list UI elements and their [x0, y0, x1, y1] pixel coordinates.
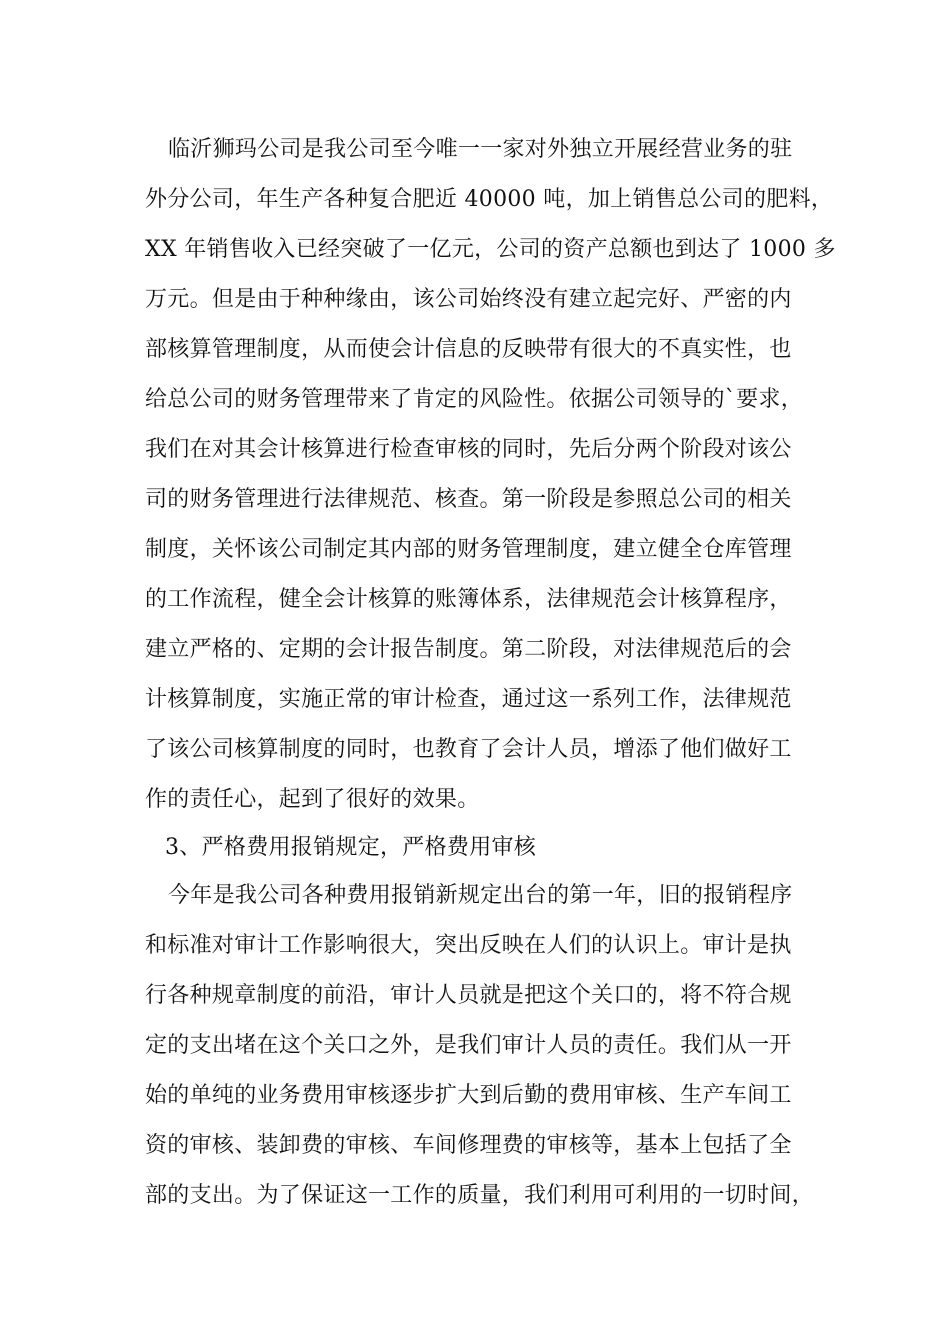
text-line: 临沂狮玛公司是我公司至今唯一一家对外独立开展经营业务的驻: [168, 137, 793, 162]
text-line: 部的支出。为了保证这一工作的质量，我们利用可利用的一切时间，: [145, 1183, 815, 1208]
text-line: 了该公司核算制度的同时，也教育了会计人员，增添了他们做好工: [145, 737, 792, 762]
text-line: XX 年销售收入已经突破了一亿元，公司的资产总额也到达了 1000 多: [145, 237, 836, 262]
text-line: 始的单纯的业务费用审核逐步扩大到后勤的费用审核、生产车间工: [145, 1083, 792, 1108]
section-heading: 3、严格费用报销规定，严格费用审核: [165, 835, 537, 860]
text-line: 制度，关怀该公司制定其内部的财务管理制度，建立健全仓库管理: [145, 537, 792, 562]
text-line: 的工作流程，健全会计核算的账簿体系，法律规范会计核算程序，: [145, 587, 792, 612]
text-line: 资的审核、装卸费的审核、车间修理费的审核等，基本上包括了全: [145, 1133, 792, 1158]
text-line: 万元。但是由于种种缘由，该公司始终没有建立起完好、严密的内: [145, 287, 792, 312]
text-line: 计核算制度，实施正常的审计检查，通过这一系列工作，法律规范: [145, 687, 792, 712]
text-line: 部核算管理制度，从而使会计信息的反映带有很大的不真实性，也: [145, 337, 792, 362]
text-line: 定的支出堵在这个关口之外，是我们审计人员的责任。我们从一开: [145, 1033, 792, 1058]
text-line: 外分公司，年生产各种复合肥近 40000 吨，加上销售总公司的肥料，: [145, 187, 834, 212]
text-line: 司的财务管理进行法律规范、核查。第一阶段是参照总公司的相关: [145, 487, 792, 512]
text-line: 给总公司的财务管理带来了肯定的风险性。依据公司领导的`要求，: [145, 387, 804, 412]
text-line: 今年是我公司各种费用报销新规定出台的第一年，旧的报销程序: [168, 883, 793, 908]
text-line: 和标准对审计工作影响很大，突出反映在人们的认识上。审计是执: [145, 933, 792, 958]
text-line: 行各种规章制度的前沿，审计人员就是把这个关口的，将不符合规: [145, 983, 792, 1008]
text-line: 建立严格的、定期的会计报告制度。第二阶段，对法律规范后的会: [145, 637, 792, 662]
text-line: 作的责任心，起到了很好的效果。: [145, 787, 480, 812]
text-line: 我们在对其会计核算进行检查审核的同时，先后分两个阶段对该公: [145, 437, 792, 462]
